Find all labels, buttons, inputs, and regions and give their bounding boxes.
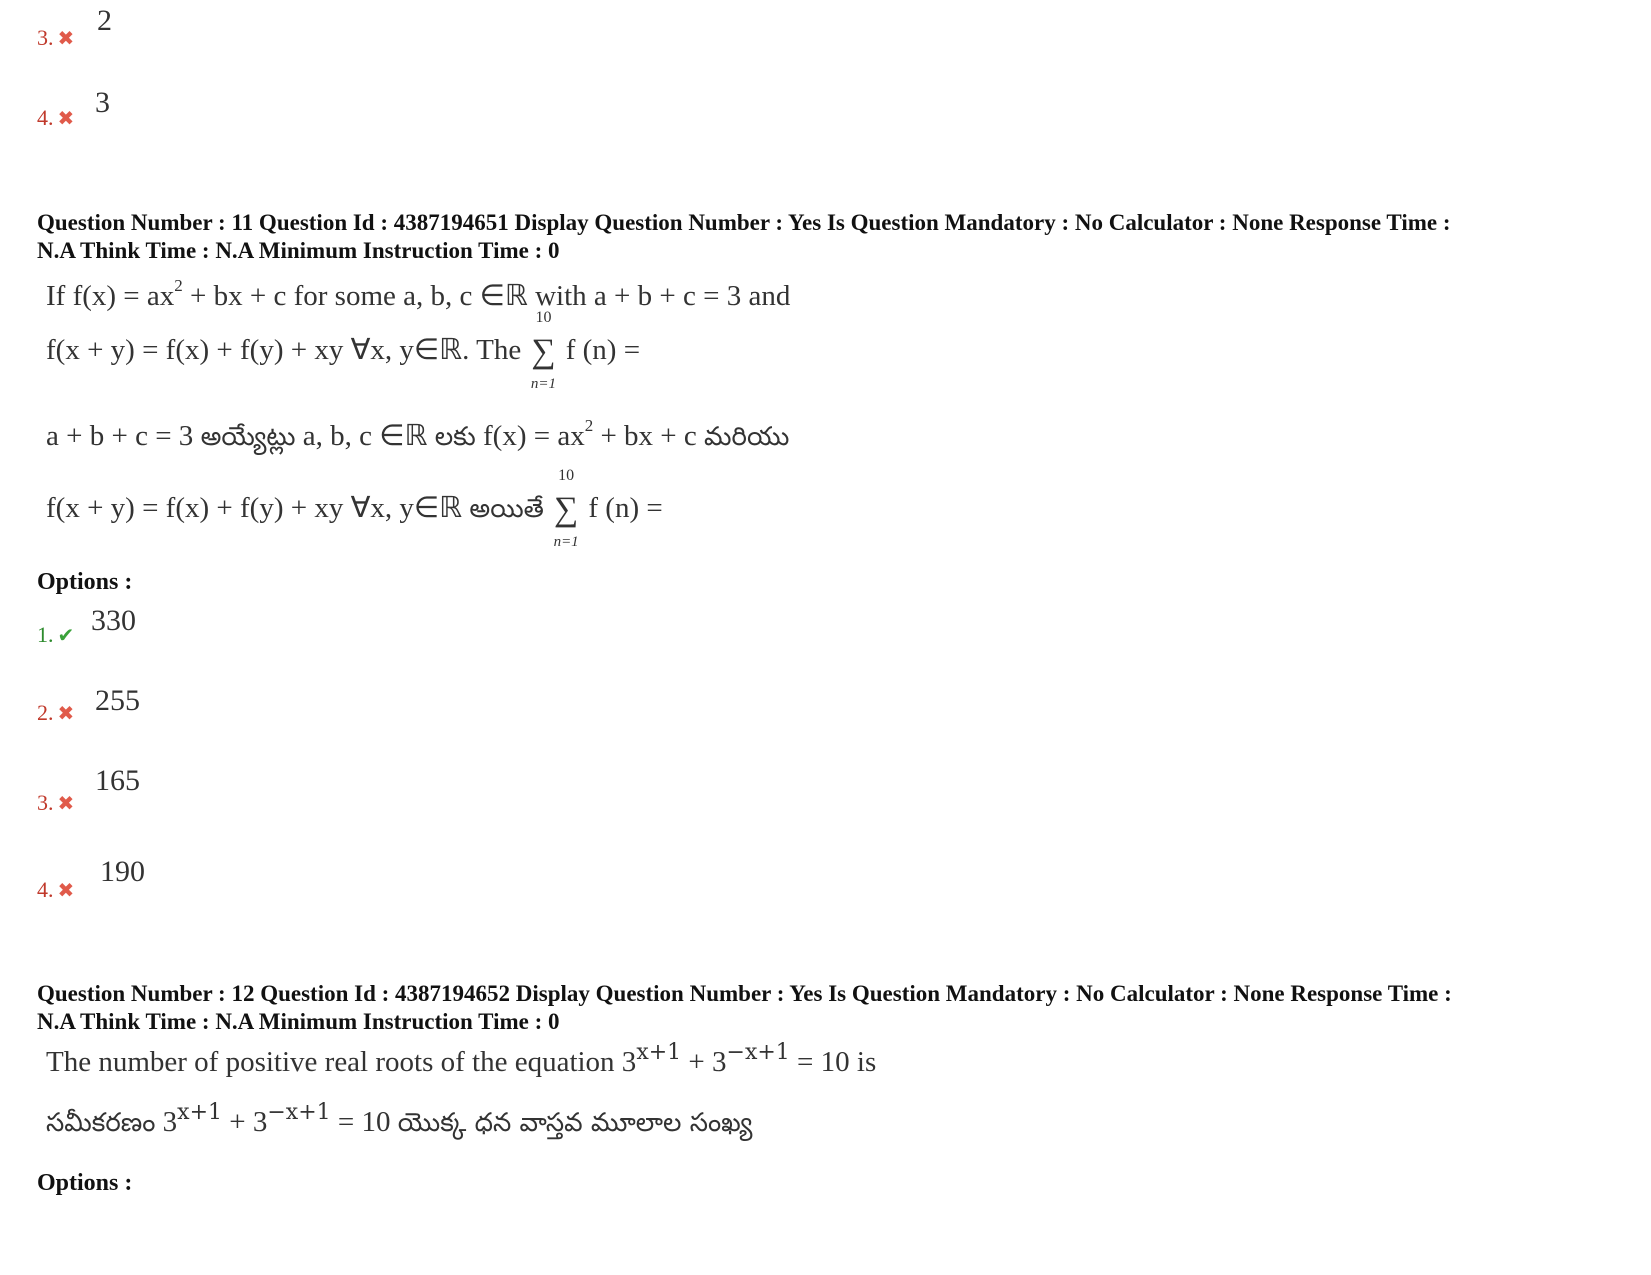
q11-te1-telugu1: అయ్యేట్లు <box>200 422 296 452</box>
q12-english-line <box>46 1040 876 1079</box>
option-number: 3. <box>37 790 54 815</box>
q12-te-text2: + 3 <box>222 1106 268 1138</box>
q11-te1-text3: f(x) = ax <box>475 420 585 452</box>
sigma-lower-limit: n=1 <box>530 376 557 393</box>
q11-english-line2 <box>46 309 641 393</box>
sigma-symbol: 10 ∑ n=1 <box>528 335 558 369</box>
option-number: 4. <box>37 105 54 130</box>
q12-meta-line2: N.A Think Time : N.A Minimum Instruction Time : 0 <box>37 1009 560 1034</box>
q12-meta-line1: Question Number : 12 Question Id : 4387194652 Display Question Number : Yes Is Question Mandatory : No Calculator : None Response Time : <box>37 981 1452 1006</box>
check-mark-icon: ✔ <box>57 625 75 647</box>
cross-mark-icon: ✖ <box>57 703 75 725</box>
q11-te1-text2: a, b, c ∈ℝ <box>295 420 435 452</box>
sigma-symbol: 10 ∑ n=1 <box>551 493 581 527</box>
option-number: 4. <box>37 877 54 902</box>
q11-meta-line1: Question Number : 11 Question Id : 4387194651 Display Question Number : Yes Is Question Mandatory : No Calculator : None Response Time : <box>37 210 1451 235</box>
prev-option-4-value: 3 <box>95 86 110 119</box>
q11-en1-text2: + bx + c for some a, b, c ∈ℝ with a + b + c = 3 and <box>182 280 791 312</box>
q12-te-telugu1: సమీకరణం <box>46 1108 156 1138</box>
sigma-upper-limit: 10 <box>558 467 575 485</box>
sigma-lower-limit: n=1 <box>553 534 579 551</box>
q12-en-exponent2: −x+1 <box>726 1040 790 1065</box>
option-number: 3. <box>37 25 54 50</box>
q11-option-4 <box>37 877 74 903</box>
cross-mark-icon: ✖ <box>57 28 75 50</box>
cross-mark-icon: ✖ <box>57 880 75 902</box>
prev-option-3 <box>37 25 74 51</box>
q12-te-text3: = 10 <box>330 1106 398 1138</box>
q11-te2-telugu1: అయితే <box>469 494 544 524</box>
q11-te2-text: f(x + y) = f(x) + f(y) + xy ∀x, y∈ℝ <box>46 492 470 524</box>
q12-te-exponent1: x+1 <box>177 1100 223 1125</box>
q11-en1-text: If f(x) = ax <box>46 280 175 312</box>
q11-te1-sup: 2 <box>584 416 594 435</box>
q11-option-2 <box>37 700 74 726</box>
q11-meta <box>37 209 1627 265</box>
q11-en2-text: f(x + y) = f(x) + f(y) + xy ∀x, y∈ℝ. The <box>46 334 529 366</box>
q11-te1-telugu3: మరియు <box>704 422 790 452</box>
q11-option-3-value: 165 <box>95 764 140 797</box>
prev-option-4 <box>37 105 74 131</box>
q12-te-exponent2: −x+1 <box>267 1100 331 1125</box>
option-number: 2. <box>37 700 54 725</box>
cross-mark-icon: ✖ <box>57 108 75 130</box>
q11-te1-text4: + bx + c <box>593 420 705 452</box>
q12-en-text3: = 10 is <box>789 1046 877 1078</box>
sigma-upper-limit: 10 <box>535 309 552 327</box>
q12-te-text: 3 <box>155 1106 178 1138</box>
q11-te1-telugu2: లకు <box>434 422 476 452</box>
prev-option-3-value: 2 <box>97 4 112 37</box>
q11-options-label: Options : <box>37 569 133 595</box>
q11-telugu-line1 <box>46 416 789 458</box>
q12-meta <box>37 980 1627 1036</box>
q11-meta-line2: N.A Think Time : N.A Minimum Instruction Time : 0 <box>37 238 560 263</box>
q11-te2-text2: f (n) = <box>581 492 663 524</box>
q11-telugu-line2 <box>46 467 663 551</box>
option-number: 1. <box>37 622 54 647</box>
q11-english-line1 <box>46 276 790 313</box>
q11-option-2-value: 255 <box>95 684 140 717</box>
q11-en1-sup: 2 <box>174 276 183 295</box>
q11-option-3 <box>37 790 74 816</box>
cross-mark-icon: ✖ <box>57 793 75 815</box>
q12-en-exponent1: x+1 <box>636 1040 682 1065</box>
q11-en2-text2: f (n) = <box>558 334 641 366</box>
q12-options-label: Options : <box>37 1170 133 1196</box>
q11-te1-text: a + b + c = 3 <box>46 420 201 452</box>
q12-en-text2: + 3 <box>681 1046 727 1078</box>
q11-option-1 <box>37 622 74 648</box>
q11-option-4-value: 190 <box>100 855 145 888</box>
q12-telugu-line <box>46 1100 752 1144</box>
q12-te-telugu2: యొక్క ధన వాస్తవ మూలాల సంఖ్య <box>397 1108 753 1138</box>
q12-en-text: The number of positive real roots of the equation 3 <box>46 1046 637 1078</box>
q11-option-1-value: 330 <box>91 604 136 637</box>
